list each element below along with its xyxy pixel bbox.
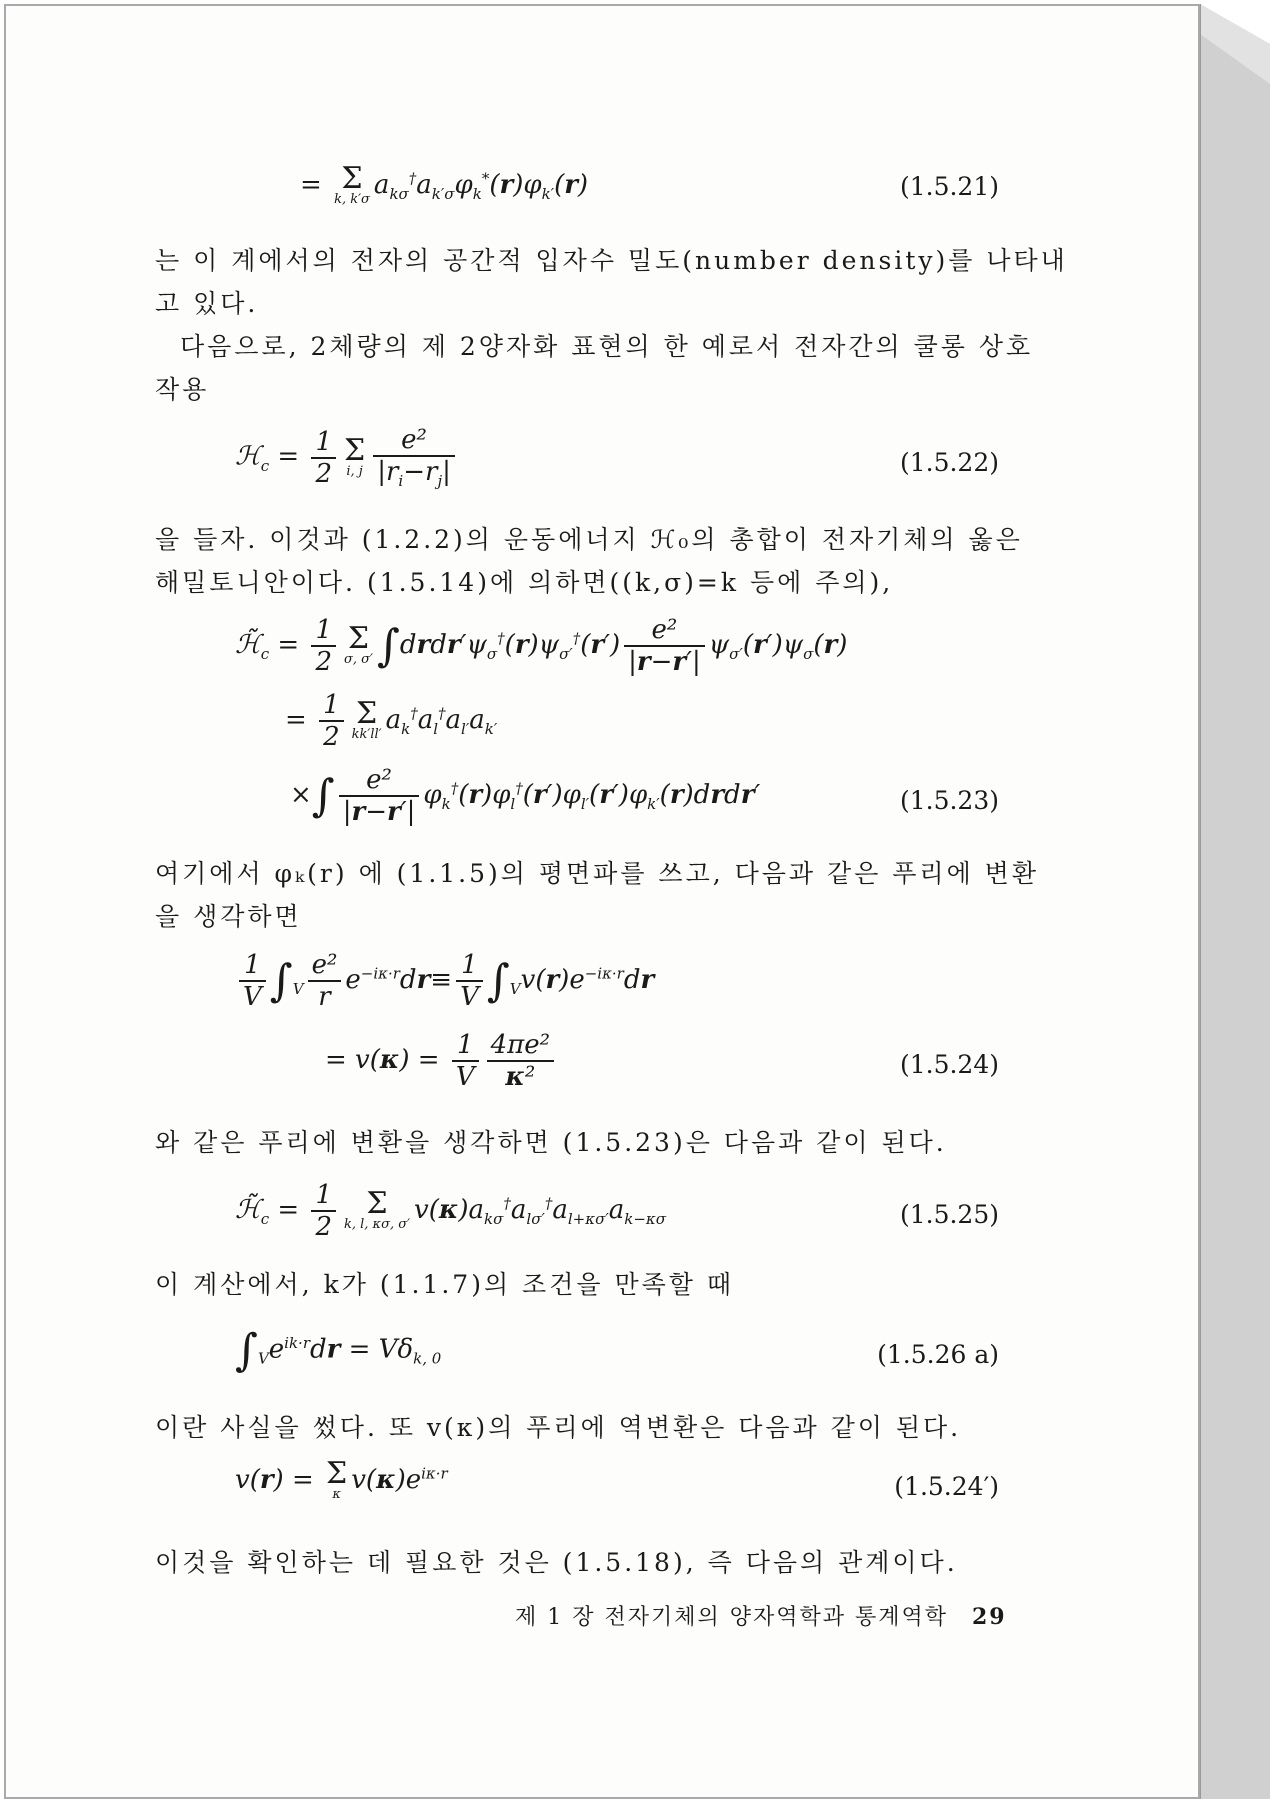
equation-number: (1.5.22) — [899, 448, 999, 477]
paragraph-line: 이 계산에서, k가 (1.1.7)의 조건을 만족할 때 — [155, 1270, 734, 1299]
paragraph-line: 이란 사실을 썼다. 또 v(κ)의 푸리에 역변환은 다음과 같이 된다. — [155, 1413, 962, 1442]
equation-1-5-23-line2: = $\frac{1}{2}$ Σ kk′ll′ $a_k^\dagger a_l^\dagger a_{l'}a_{k'}$ — [285, 690, 498, 752]
paragraph-line: 여기에서 φₖ(r) 에 (1.1.5)의 평면파를 쓰고, 다음과 같은 푸리에 변환 — [155, 859, 1039, 888]
page-edge-shadow — [1200, 4, 1270, 1799]
equation-1-5-24-line1: $\frac{1}{V}$ $\int_V$ $\frac{\text{e²}}{r}$ $e^{-i\kappa\cdot r}dr\equiv$ $\frac{1}{V}$ $\int_Vv(r)e^{-i\kappa\cdot r}dr$ — [235, 950, 654, 1012]
equation-number: (1.5.25) — [899, 1200, 999, 1229]
equation-number: (1.5.21) — [899, 172, 999, 201]
paragraph-line: 와 같은 푸리에 변환을 생각하면 (1.5.23)은 다음과 같이 된다. — [155, 1128, 947, 1157]
equation-1-5-25: $ℋ̃_c$ = $\frac{1}{2}$ Σ k, l, κσ, σ′ $v(\kappa)a_{k\sigma}^\dagger a_{l\sigma'}^\dagger a_{l+\kappa\sigma'}a_{k-\kappa\sigma}$ — [235, 1180, 666, 1242]
equation-1-5-23-line3: ×∫ $\frac{\text{e²}}{|r-r'|}$ $\varphi_k^\dagger(r)\varphi_l^\dagger(r')\varphi_{l'}(r')\varphi_{k'}(r)drdr'$ — [290, 765, 761, 827]
equation-number: (1.5.23) — [899, 786, 999, 815]
equation-number: (1.5.24′) — [894, 1472, 999, 1501]
paragraph-line: 이것을 확인하는 데 필요한 것은 (1.5.18), 즉 다음의 관계이다. — [155, 1548, 958, 1577]
equation-1-5-22: ℋ$_c$ = $\frac{1}{2}$ Σ i, j $\frac{\text{e²}}{|r_i-r_j|}$ — [235, 425, 459, 490]
paragraph-line: 을 생각하면 — [155, 902, 302, 931]
page-footer — [515, 1600, 1007, 1631]
equation-number: (1.5.26 a) — [877, 1340, 999, 1369]
paragraph-line: 다음으로, 2체량의 제 2양자화 표현의 한 예로서 전자간의 쿨롱 상호 — [180, 332, 1034, 361]
paragraph-line: 을 들자. 이것과 (1.2.2)의 운동에너지 ℋ₀의 총합이 전자기체의 옳은 — [155, 525, 1023, 554]
paragraph-line: 해밀토니안이다. (1.5.14)에 의하면((k,σ)=k 등에 주의), — [155, 568, 894, 597]
page-number: 29 — [972, 1604, 1007, 1630]
equation-1-5-24-prime: v(r) = Σ κ $v(\kappa)e^{i\kappa\cdot r}$ — [235, 1456, 448, 1502]
paragraph-line: 는 이 계에서의 전자의 공간적 입자수 밀도(number density)를 나타내 — [155, 246, 1068, 275]
running-footer-title: 제 1 장 전자기체의 양자역학과 통계역학 — [515, 1605, 948, 1630]
equation-1-5-21: = Σ k, k′σ $a_{k\sigma}^\dagger a_{k'\sigma}\varphi_k^*(r)\varphi_{k'}(r)$ — [300, 161, 589, 207]
equation-number: (1.5.24) — [899, 1050, 999, 1079]
paragraph-line: 작용 — [155, 375, 210, 404]
equation-1-5-23-line1: $ℋ̃_c$ = $\frac{1}{2}$ Σ σ, σ′ $\int drdr'\psi_\sigma^\dagger(r)\psi_{\sigma'}^\dagger(r')$ $\frac{\text{e²}}{|r-r'|}$ $\psi_{\sigma'}(r')\psi_\sigma(r)$ — [235, 615, 848, 677]
equation-1-5-26a: $\int_Ve^{ik\cdot r}dr = V\delta_{k, 0}$ — [235, 1325, 442, 1376]
paragraph-line: 고 있다. — [155, 289, 259, 318]
equation-1-5-24-line2: = v(κ) = $\frac{1}{V}$ $\frac{\text{4πe²}}{\text{κ²}}$ — [325, 1030, 558, 1092]
